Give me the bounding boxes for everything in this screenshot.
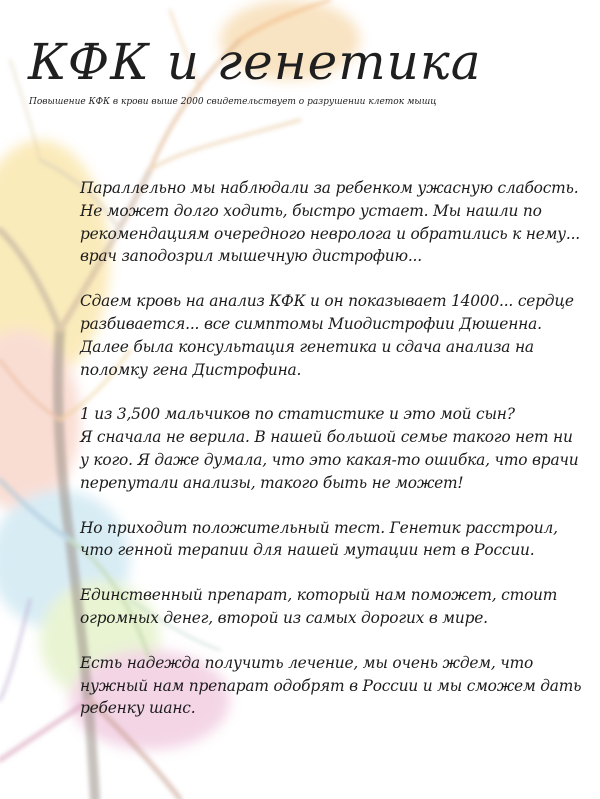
- text-line: Единственный препарат, который нам поможет, стоит: [80, 586, 558, 605]
- text-line: ребенку шанс.: [80, 699, 196, 718]
- paragraph-blood-test: [80, 290, 600, 381]
- text-line: разбивается... все симптомы Миодистрофии Дюшенна.: [80, 314, 542, 333]
- text-line: врач заподозрил мышечную дистрофию...: [80, 247, 422, 266]
- paragraph-medication: [80, 584, 600, 630]
- text-line: Параллельно мы наблюдали за ребенком ужасную слабость.: [80, 179, 579, 197]
- text-line: нужный нам препарат одобрят в России и мы сможем дать: [80, 676, 582, 695]
- text-line: Далее была консультация генетика и сдача анализа на: [80, 337, 534, 356]
- page-subtitle: Повышение КФК в крови выше 2000 свидетельствует о разрушении клеток мышц: [29, 97, 437, 107]
- text-line: 1 из 3,500 мальчиков по статистике и это мой сын?: [80, 405, 515, 424]
- paragraph-weakness: [80, 177, 600, 268]
- text-line: Сдаем кровь на анализ КФК и он показывает 14000... сердце: [80, 292, 574, 311]
- article-body: [80, 177, 600, 742]
- text-line: перепутали анализы, такого быть не может!: [80, 473, 464, 492]
- text-line: Я сначала не верила. В нашей большой семье такого нет ни: [80, 428, 573, 447]
- paragraph-positive-test: [80, 517, 600, 563]
- page-title: КФК и генетика: [28, 33, 482, 91]
- text-line: у кого. Я даже думала, что это какая-то ошибка, что врачи: [80, 450, 579, 469]
- text-line: Есть надежда получить лечение, мы очень ждем, что: [80, 653, 534, 672]
- text-line: поломку гена Дистрофина.: [80, 360, 302, 379]
- text-line: что генной терапии для нашей мутации нет в России.: [80, 541, 535, 560]
- paragraph-hope: [80, 652, 600, 720]
- text-line: Но приходит положительный тест. Генетик расстроил,: [80, 518, 558, 537]
- paragraph-statistics: [80, 403, 600, 494]
- text-line: рекомендациям очередного невролога и обратились к нему...: [80, 224, 580, 243]
- text-line: Не может долго ходить, быстро устает. Мы нашли по: [80, 201, 542, 220]
- text-line: огромных денег, второй из самых дорогих в мире.: [80, 608, 488, 627]
